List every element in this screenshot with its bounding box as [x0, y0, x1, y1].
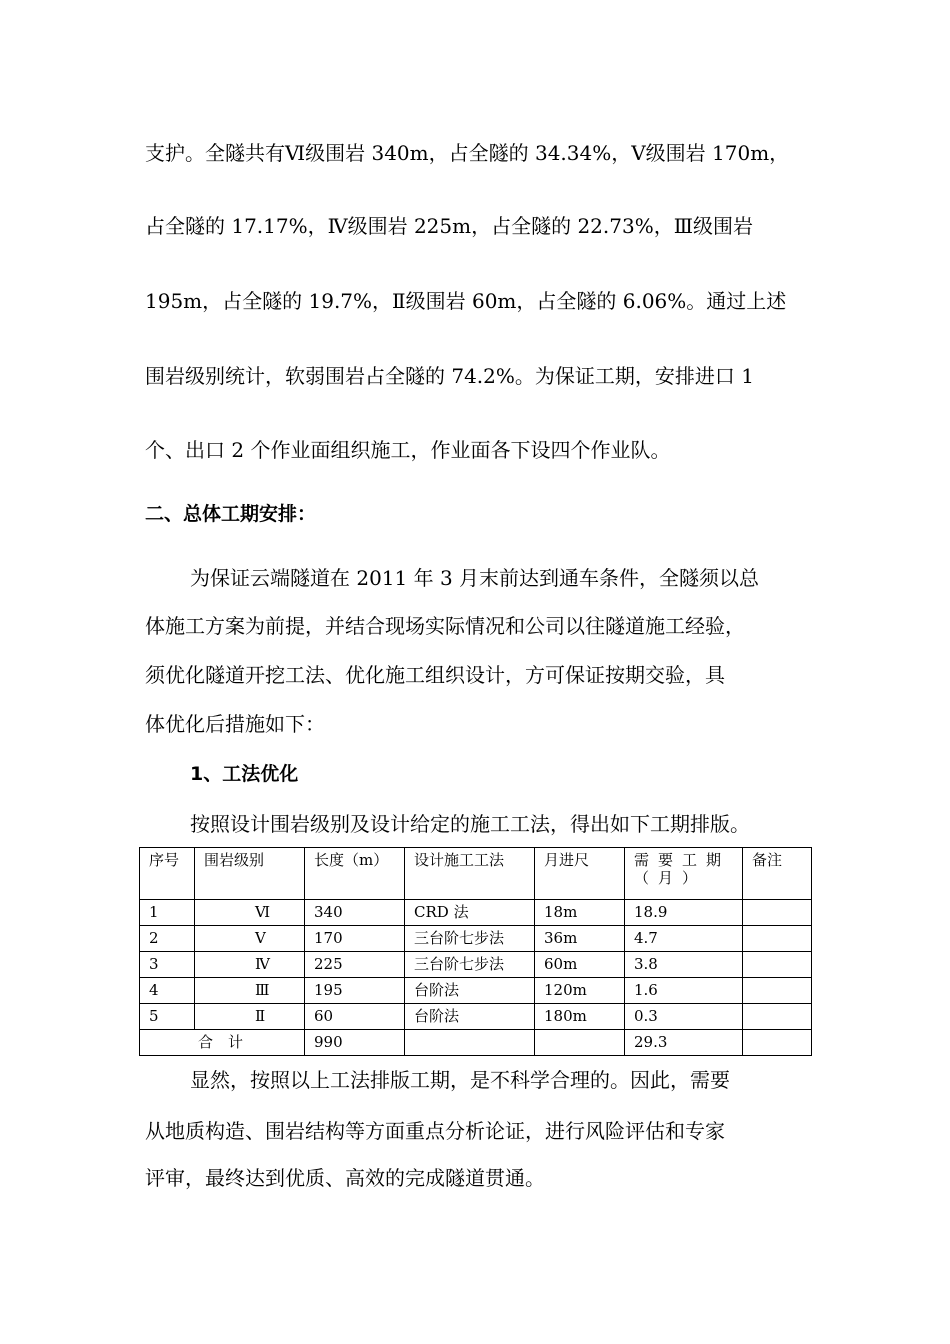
cell-seq: 3 [140, 952, 195, 978]
cell-length: 340 [305, 900, 405, 926]
paragraph-2-line-1: 为保证云端隧道在 2011 年 3 月末前达到通车条件，全隧须以总 [190, 566, 760, 590]
paragraph-1-line-5: 个、出口 2 个作业面组织施工，作业面各下设四个作业队。 [145, 438, 671, 462]
header-note: 备注 [743, 848, 812, 900]
table-row [140, 926, 812, 952]
subsection-1-heading: 1、工法优化 [190, 763, 299, 785]
cell-total-method [405, 1030, 535, 1056]
cell-seq: 5 [140, 1004, 195, 1030]
table-header-row [140, 848, 812, 900]
cell-advance: 60m [535, 952, 625, 978]
table-row [140, 978, 812, 1004]
cell-duration: 1.6 [625, 978, 743, 1004]
header-length: 长度（m） [305, 848, 405, 900]
cell-seq: 1 [140, 900, 195, 926]
cell-duration: 4.7 [625, 926, 743, 952]
paragraph-3-line-1: 显然，按照以上工法排版工期，是不科学合理的。因此，需要 [190, 1068, 730, 1092]
cell-duration: 3.8 [625, 952, 743, 978]
table-total-row [140, 1030, 812, 1056]
cell-total-note [743, 1030, 812, 1056]
cell-note [743, 926, 812, 952]
cell-note [743, 900, 812, 926]
cell-length: 170 [305, 926, 405, 952]
cell-total-length: 990 [305, 1030, 405, 1056]
cell-total-duration: 29.3 [625, 1030, 743, 1056]
paragraph-1-line-3: 195m，占全隧的 19.7%，Ⅱ级围岩 60m，占全隧的 6.06%。通过上述 [145, 289, 787, 313]
header-seq: 序号 [140, 848, 195, 900]
cell-seq: 2 [140, 926, 195, 952]
cell-total-label: 合 计 [140, 1030, 305, 1056]
cell-advance: 180m [535, 1004, 625, 1030]
cell-note [743, 952, 812, 978]
cell-seq: 4 [140, 978, 195, 1004]
table-row [140, 900, 812, 926]
cell-duration: 18.9 [625, 900, 743, 926]
schedule-table [139, 847, 812, 1056]
cell-advance: 18m [535, 900, 625, 926]
cell-grade: Ⅲ [195, 978, 305, 1004]
cell-method: 三台阶七步法 [405, 926, 535, 952]
cell-length: 195 [305, 978, 405, 1004]
table-row [140, 1004, 812, 1030]
paragraph-3-line-2: 从地质构造、围岩结构等方面重点分析论证，进行风险评估和专家 [145, 1119, 725, 1143]
table-row [140, 952, 812, 978]
cell-total-advance [535, 1030, 625, 1056]
header-duration: 需要工期（月） [625, 848, 743, 900]
cell-length: 60 [305, 1004, 405, 1030]
cell-advance: 36m [535, 926, 625, 952]
cell-advance: 120m [535, 978, 625, 1004]
header-advance: 月进尺 [535, 848, 625, 900]
cell-duration: 0.3 [625, 1004, 743, 1030]
paragraph-1-line-2: 占全隧的 17.17%，Ⅳ级围岩 225m，占全隧的 22.73%，Ⅲ级围岩 [145, 214, 753, 238]
cell-length: 225 [305, 952, 405, 978]
cell-note [743, 1004, 812, 1030]
cell-grade: Ⅳ [195, 952, 305, 978]
table-intro: 按照设计围岩级别及设计给定的施工工法，得出如下工期排版。 [190, 812, 750, 836]
header-grade: 围岩级别 [195, 848, 305, 900]
section-2-heading: 二、总体工期安排： [145, 503, 317, 525]
cell-grade: Ⅵ [195, 900, 305, 926]
header-method: 设计施工工法 [405, 848, 535, 900]
cell-method: 台阶法 [405, 1004, 535, 1030]
cell-method: CRD 法 [405, 900, 535, 926]
cell-grade: Ⅱ [195, 1004, 305, 1030]
cell-method: 三台阶七步法 [405, 952, 535, 978]
paragraph-1-line-4: 围岩级别统计，软弱围岩占全隧的 74.2%。为保证工期，安排进口 1 [145, 364, 754, 388]
paragraph-1-line-1: 支护。全隧共有Ⅵ级围岩 340m，占全隧的 34.34%，Ⅴ级围岩 170m， [145, 141, 790, 165]
paragraph-2-line-4: 体优化后措施如下： [145, 712, 325, 736]
cell-method: 台阶法 [405, 978, 535, 1004]
cell-note [743, 978, 812, 1004]
paragraph-2-line-3: 须优化隧道开挖工法、优化施工组织设计，方可保证按期交验，具 [145, 663, 725, 687]
paragraph-3-line-3: 评审，最终达到优质、高效的完成隧道贯通。 [145, 1166, 545, 1190]
cell-grade: Ⅴ [195, 926, 305, 952]
paragraph-2-line-2: 体施工方案为前提，并结合现场实际情况和公司以往隧道施工经验， [145, 614, 745, 638]
